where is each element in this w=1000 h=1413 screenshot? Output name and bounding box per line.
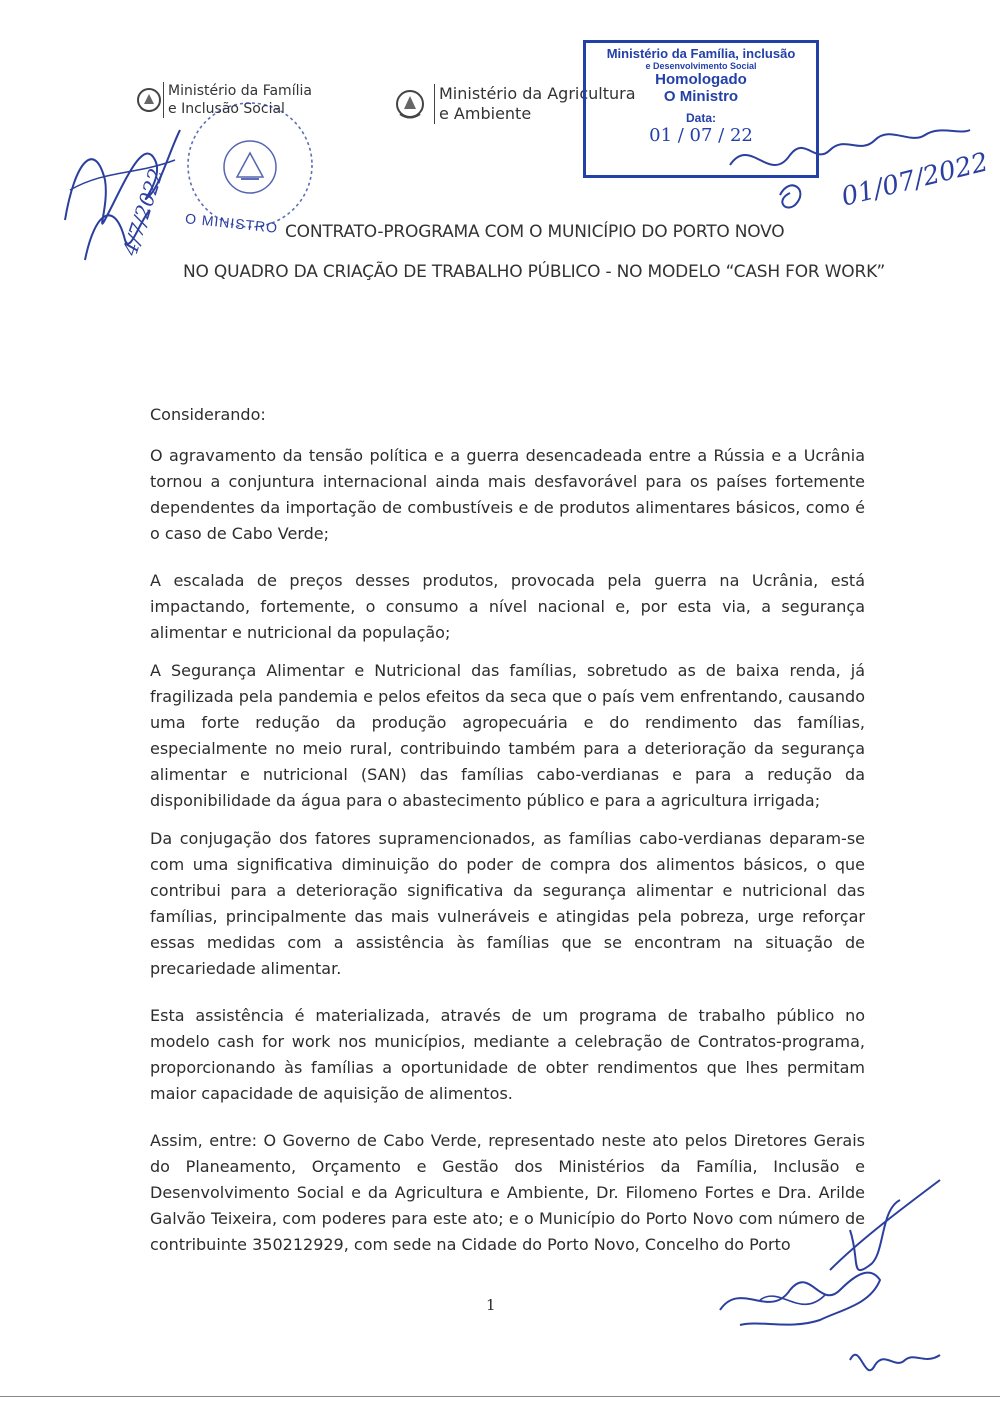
paragraph-5: Esta assistência é materializada, através de um programa de trabalho público no modelo cash for work nos municípios, mediante a celebração de Contratos-programa, proporcionando às famílias a oportunidade de obter rendimentos que lhes permitam maior capacidade de aquisição de alimentos. <box>150 1006 865 1103</box>
paragraph-3: A Segurança Alimentar e Nutricional das famílias, sobretudo as de baixa renda, já fragilizada pela pandemia e pelos efeitos da seca que o país vem enfrentando, causando uma forte redução da produção agropecuária e do rendimento das famílias, especialmente no meio rural, contribuindo também para a deterioração da segurança alimentar e nutricional (SAN) das famílias cabo-verdianas e para a redução da disponibilidade da água para o abastecimento público e para a agricultura irrigada; <box>150 661 865 810</box>
stamp-minister: O Ministro <box>663 88 739 105</box>
stamp-status: Homologado <box>655 71 747 88</box>
page-number: 1 <box>486 1296 496 1314</box>
stamp-date-label: Data: <box>685 111 716 125</box>
paragraph-2: A escalada de preços desses produtos, provocada pela guerra na Ucrânia, está impactando, fortemente, o consumo a nível nacional e, por esta via, a segurança alimentar e nutricional da população; <box>150 571 865 642</box>
logo1-line2: e Inclusão Social <box>168 101 285 117</box>
seal-label: O MINISTRO <box>184 210 279 236</box>
logo1-line1: Ministério da Família <box>168 83 312 99</box>
handwritten-date-left: 4/7/2022 <box>117 165 169 259</box>
intro-text: Considerando: <box>150 405 266 424</box>
paragraph-1: O agravamento da tensão política e a guerra desencadeada entre a Rússia e a Ucrânia tornou a conjuntura internacional ainda mais desfavorável para os países fortemente dependentes da importação de combustíveis e de produtos alimentares básicos, como é o caso de Cabo Verde; <box>150 446 865 543</box>
stamp-ministry: Ministério da Família, inclusão <box>606 46 796 61</box>
document-title-line1: CONTRATO-PROGRAMA COM O MUNICÍPIO DO PORTO NOVO <box>285 222 785 242</box>
stamp-date-value: 01 / 07 / 22 <box>649 125 753 146</box>
handwritten-signature-bottom <box>700 1170 950 1400</box>
coat-of-arms-icon <box>392 86 428 122</box>
page-edge-line <box>0 1396 1000 1397</box>
logo2-line1: Ministério da Agricultura <box>439 84 636 103</box>
logo2-line2: e Ambiente <box>439 104 532 123</box>
stamp-ministry-sub: e Desenvolvimento Social <box>645 61 757 71</box>
document-title-line2: NO QUADRO DA CRIAÇÃO DE TRABALHO PÚBLICO - NO MODELO “CASH FOR WORK” <box>183 262 886 282</box>
paragraph-6: Assim, entre: O Governo de Cabo Verde, representado neste ato pelos Diretores Gerais do Planeamento, Orçamento e Gestão dos Ministérios da Família, Inclusão e Desenvolvimento Social e da Agricultura e Ambiente, Dr. Filomeno Fortes e Dra. Arilde Galvão Teixeira, com poderes para este ato; e o Município do Porto Novo com número de contribuinte 350212929, com sede na Cidade do Porto Novo, Concelho do Porto <box>150 1131 865 1254</box>
paragraph-4: Da conjugação dos fatores supramencionados, as famílias cabo-verdianas deparam-se com uma significativa diminuição do poder de compra dos alimentos básicos, o que contribui para a deterioração significativa da segurança alimentar e nutricional das famílias, principalmente das mais vulneráveis e atingidas pela pobreza, urge reforçar essas medidas com a assistência às famílias que se encontram na situação de precariedade alimentar. <box>150 829 865 978</box>
handwritten-date-right: 01/07/2022 <box>838 147 992 213</box>
